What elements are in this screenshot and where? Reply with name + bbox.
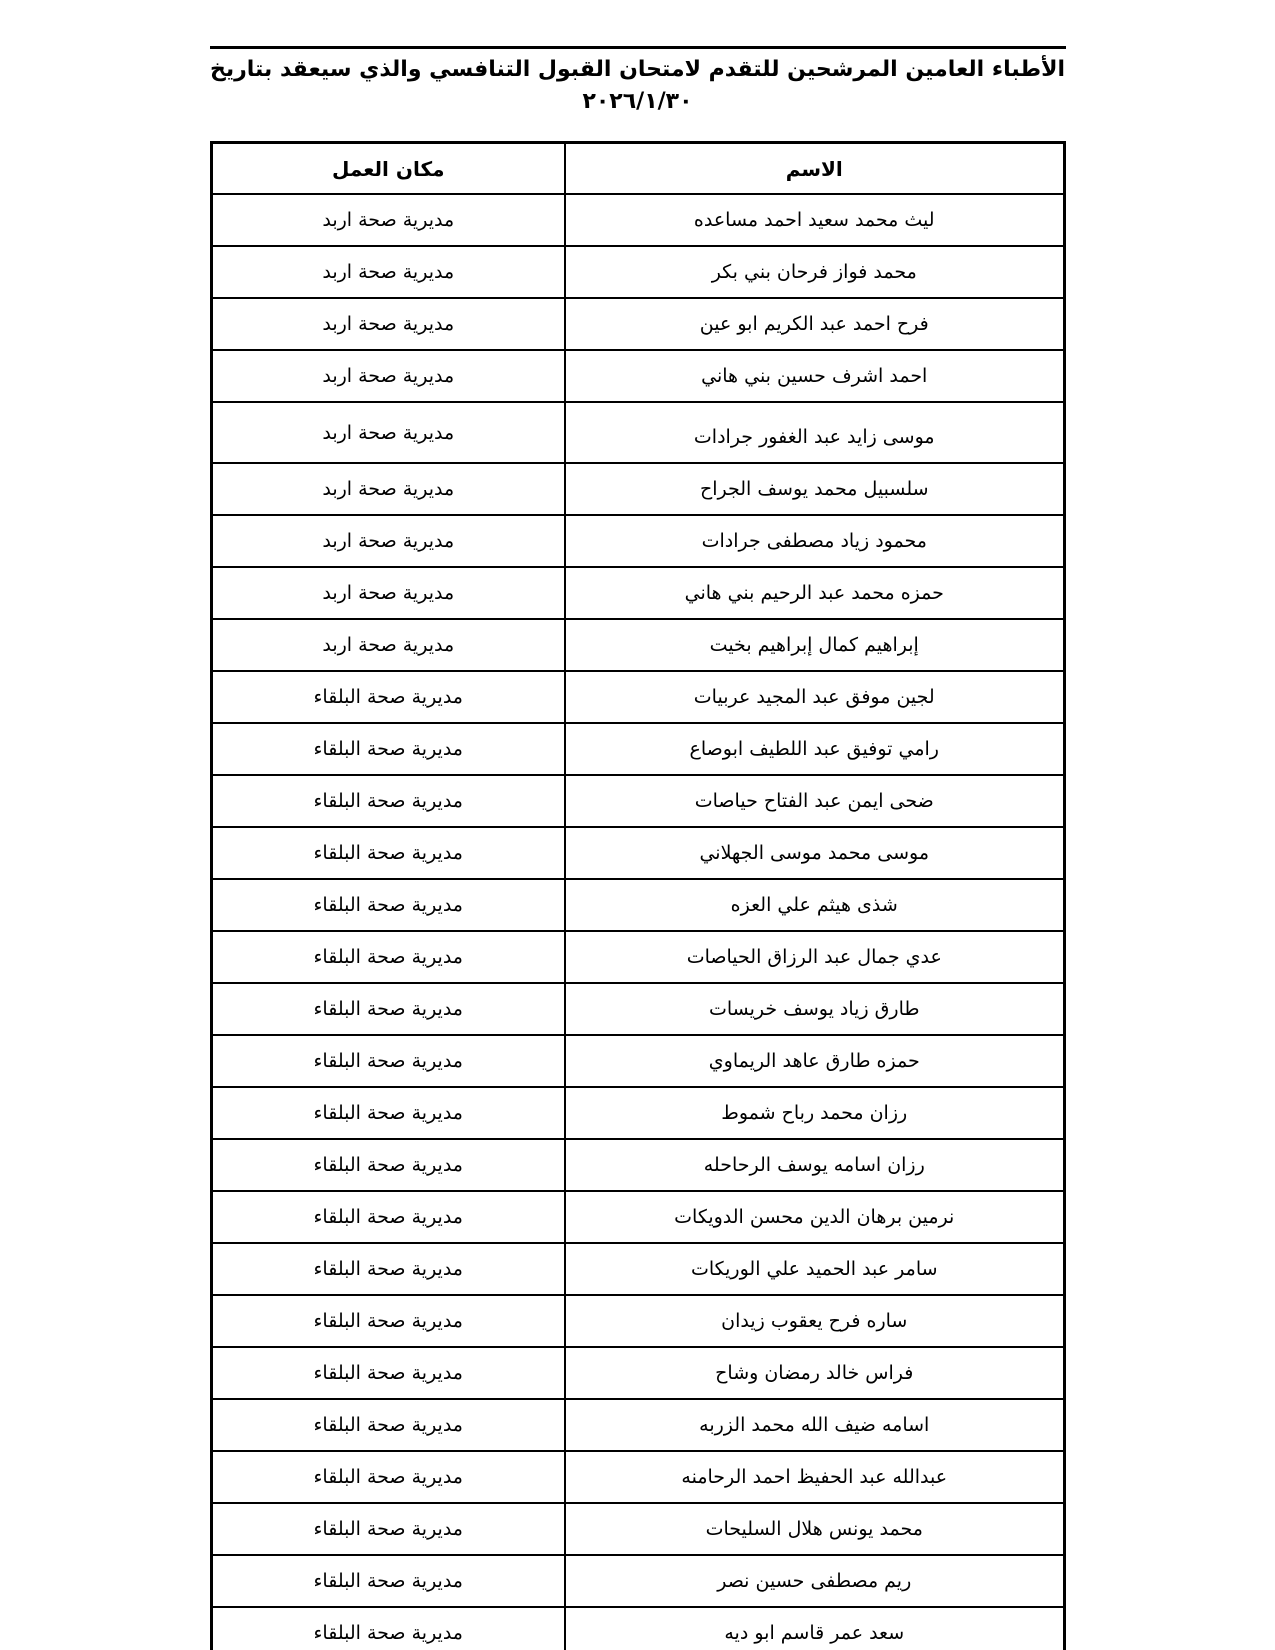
table-row — [211, 1243, 1064, 1295]
name-cell: فراس خالد رمضان وشاح — [565, 1347, 1064, 1399]
table-row — [211, 1191, 1064, 1243]
table-row — [211, 1035, 1064, 1087]
name-cell: موسى محمد موسى الجهلاني — [565, 827, 1064, 879]
table-row — [211, 1139, 1064, 1191]
table-row — [211, 194, 1064, 246]
table-row — [211, 879, 1064, 931]
name-cell: نرمين برهان الدين محسن الدويكات — [565, 1191, 1064, 1243]
name-cell: ساره فرح يعقوب زيدان — [565, 1295, 1064, 1347]
title-divider-rule — [210, 46, 1066, 49]
workplace-cell: مديرية صحة البلقاء — [211, 983, 565, 1035]
column-header-workplace: مكان العمل — [211, 143, 565, 195]
workplace-cell: مديرية صحة اربد — [211, 567, 565, 619]
candidates-table — [210, 141, 1066, 1650]
table-header-row — [211, 143, 1064, 195]
workplace-cell: مديرية صحة البلقاء — [211, 1035, 565, 1087]
name-cell: طارق زياد يوسف خريسات — [565, 983, 1064, 1035]
table-row — [211, 983, 1064, 1035]
table-row — [211, 1087, 1064, 1139]
workplace-cell: مديرية صحة البلقاء — [211, 1295, 565, 1347]
workplace-cell: مديرية صحة البلقاء — [211, 1503, 565, 1555]
workplace-cell: مديرية صحة اربد — [211, 298, 565, 350]
name-cell: ضحى ايمن عبد الفتاح حياصات — [565, 775, 1064, 827]
table-row — [211, 775, 1064, 827]
workplace-cell: مديرية صحة البلقاء — [211, 827, 565, 879]
workplace-cell: مديرية صحة اربد — [211, 463, 565, 515]
table-row — [211, 619, 1064, 671]
table-row — [211, 1451, 1064, 1503]
name-cell: حمزه محمد عبد الرحيم بني هاني — [565, 567, 1064, 619]
name-cell: حمزه طارق عاهد الريماوي — [565, 1035, 1064, 1087]
workplace-cell: مديرية صحة البلقاء — [211, 1347, 565, 1399]
workplace-cell: مديرية صحة اربد — [211, 350, 565, 402]
name-cell: محمود زياد مصطفى جرادات — [565, 515, 1064, 567]
table-row — [211, 515, 1064, 567]
name-cell: رزان محمد رباح شموط — [565, 1087, 1064, 1139]
name-cell: موسى زايد عبد الغفور جرادات — [565, 402, 1064, 463]
workplace-cell: مديرية صحة البلقاء — [211, 931, 565, 983]
workplace-cell: مديرية صحة اربد — [211, 402, 565, 463]
table-row — [211, 1555, 1064, 1607]
name-cell: ريم مصطفى حسين نصر — [565, 1555, 1064, 1607]
table-row — [211, 1399, 1064, 1451]
column-header-name: الاسم — [565, 143, 1064, 195]
name-cell: محمد يونس هلال السليحات — [565, 1503, 1064, 1555]
name-cell: احمد اشرف حسين بني هاني — [565, 350, 1064, 402]
workplace-cell: مديرية صحة البلقاء — [211, 723, 565, 775]
table-row — [211, 350, 1064, 402]
name-cell: محمد فواز فرحان بني بكر — [565, 246, 1064, 298]
name-cell: ليث محمد سعيد احمد مساعده — [565, 194, 1064, 246]
name-cell: شذى هيثم علي العزه — [565, 879, 1064, 931]
table-row — [211, 671, 1064, 723]
workplace-cell: مديرية صحة البلقاء — [211, 1087, 565, 1139]
workplace-cell: مديرية صحة البلقاء — [211, 1139, 565, 1191]
workplace-cell: مديرية صحة البلقاء — [211, 671, 565, 723]
name-cell: اسامه ضيف الله محمد الزربه — [565, 1399, 1064, 1451]
workplace-cell: مديرية صحة البلقاء — [211, 775, 565, 827]
table-row — [211, 1295, 1064, 1347]
workplace-cell: مديرية صحة البلقاء — [211, 879, 565, 931]
table-body — [211, 194, 1064, 1650]
workplace-cell: مديرية صحة البلقاء — [211, 1555, 565, 1607]
workplace-cell: مديرية صحة البلقاء — [211, 1399, 565, 1451]
table-row — [211, 246, 1064, 298]
workplace-cell: مديرية صحة اربد — [211, 515, 565, 567]
name-cell: عدي جمال عبد الرزاق الحياصات — [565, 931, 1064, 983]
name-cell: إبراهيم كمال إبراهيم بخيت — [565, 619, 1064, 671]
workplace-cell: مديرية صحة اربد — [211, 194, 565, 246]
name-cell: فرح احمد عبد الكريم ابو عين — [565, 298, 1064, 350]
exam-date: ٢٠٢٦/١/٣٠ — [582, 89, 693, 114]
table-row — [211, 931, 1064, 983]
name-cell: رزان اسامه يوسف الرحاحله — [565, 1139, 1064, 1191]
table-row — [211, 463, 1064, 515]
document-title: الأطباء العامين المرشحين للتقدم لامتحان القبول التنافسي والذي سيعقد بتاريخ — [210, 57, 1065, 82]
table-row — [211, 723, 1064, 775]
workplace-cell: مديرية صحة البلقاء — [211, 1607, 565, 1650]
document-content — [210, 0, 1066, 1650]
name-cell: سامر عبد الحميد علي الوريكات — [565, 1243, 1064, 1295]
table-row — [211, 298, 1064, 350]
workplace-cell: مديرية صحة اربد — [211, 246, 565, 298]
name-cell: عبدالله عبد الحفيظ احمد الرحامنه — [565, 1451, 1064, 1503]
table-row — [211, 827, 1064, 879]
workplace-cell: مديرية صحة البلقاء — [211, 1243, 565, 1295]
workplace-cell: مديرية صحة اربد — [211, 619, 565, 671]
table-row — [211, 1503, 1064, 1555]
table-row — [211, 402, 1064, 463]
table-row — [211, 567, 1064, 619]
name-cell: سلسبيل محمد يوسف الجراح — [565, 463, 1064, 515]
table-row — [211, 1347, 1064, 1399]
workplace-cell: مديرية صحة البلقاء — [211, 1191, 565, 1243]
table-row — [211, 1607, 1064, 1650]
name-cell: رامي توفيق عبد اللطيف ابوصاع — [565, 723, 1064, 775]
name-cell: سعد عمر قاسم ابو ديه — [565, 1607, 1064, 1650]
name-cell: لجين موفق عبد المجيد عربيات — [565, 671, 1064, 723]
workplace-cell: مديرية صحة البلقاء — [211, 1451, 565, 1503]
